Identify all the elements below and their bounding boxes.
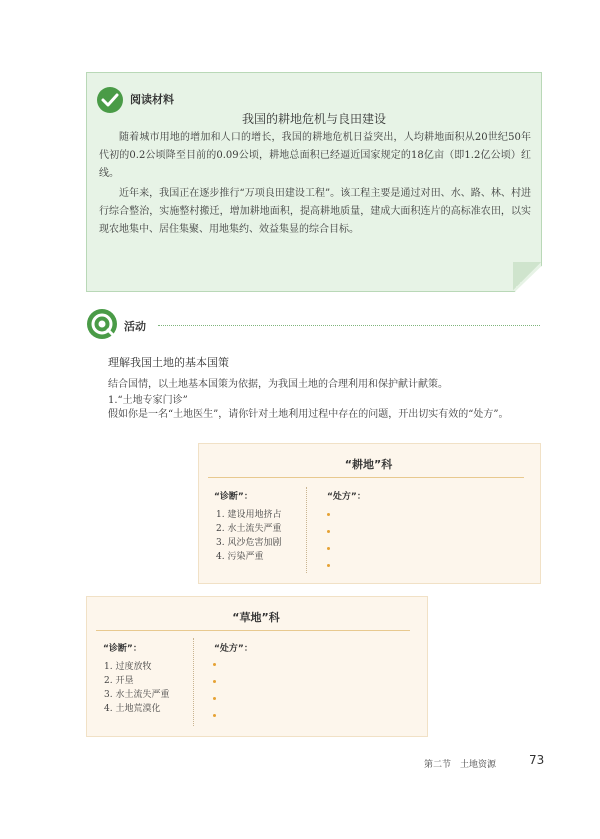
reading-paragraph-2: 近年来，我国正在逐步推行“万项良田建设工程”。该工程主要是通过对田、水、路、林、村进行综合整治，实施整村搬迁，增加耕地面积，提高耕地质量，建成大面积连片的高标准农田，以实现农地集中、居住集聚、用地集约、效益集显的综合目标。 (99, 188, 531, 235)
activity-dotted-rule (158, 325, 540, 326)
reading-paragraph-1: 随着城市用地的增加和人口的增长，我国的耕地危机日益突出，人均耕地面积从20世纪50年代初的0.2公顷降至目前的0.09公顷，耕地总面积已经逼近国家规定的18亿亩（即1.2亿公顷）红线。 (99, 132, 531, 179)
farmland-clinic-rule (208, 477, 524, 478)
grassland-clinic-rule (96, 630, 410, 631)
farmland-diagnosis-item: 4. 污染严重 (216, 552, 264, 562)
grassland-prescription-bullet (213, 680, 216, 683)
policy-title: 理解我国土地的基本国策 (108, 356, 229, 369)
grassland-diagnosis-item: 1. 过度放牧 (104, 662, 152, 672)
activity-intro: 结合国情，以土地基本国策为依据，为我国土地的合理利用和保护献计献策。 (108, 379, 448, 390)
footer-section-title: 第二节 土地资源 (424, 760, 497, 770)
grassland-prescription-bullet (213, 663, 216, 666)
farmland-prescription-label: “处方”： (327, 492, 366, 502)
activity-target-icon (86, 308, 118, 340)
grassland-prescription-label: “处方”： (214, 644, 253, 654)
activity-label: 活动 (124, 320, 146, 333)
farmland-clinic-title: “耕地”科 (344, 458, 393, 471)
item1-text: 假如你是一名“土地医生”，请你针对土地利用过程中存在的问题，开出切实有效的“处方”。 (108, 409, 509, 420)
grassland-diagnosis-label: “诊断”： (103, 644, 142, 654)
grassland-prescription-bullet (213, 714, 216, 717)
farmland-prescription-bullet (327, 513, 330, 516)
farmland-prescription-bullet (327, 564, 330, 567)
grassland-prescription-bullet (213, 697, 216, 700)
farmland-prescription-bullet (327, 547, 330, 550)
farmland-diagnosis-item: 1. 建设用地挤占 (216, 510, 282, 520)
farmland-prescription-bullet (327, 530, 330, 533)
farmland-diagnosis-label: “诊断”： (214, 492, 253, 502)
reading-label: 阅读材料 (130, 93, 174, 106)
page-fold-corner (513, 262, 541, 290)
grassland-diagnosis-item: 3. 水土流失严重 (104, 690, 170, 700)
farmland-diagnosis-item: 2. 水土流失严重 (216, 524, 282, 534)
grassland-column-divider (193, 638, 194, 726)
grassland-diagnosis-item: 4. 土地荒漠化 (104, 704, 161, 714)
farmland-column-divider (306, 487, 307, 573)
page-number: 73 (529, 753, 545, 767)
reading-title: 我国的耕地危机与良田建设 (241, 112, 386, 126)
item1-title: 1.“土地专家门诊” (108, 395, 188, 406)
grassland-clinic-title: “草地”科 (232, 611, 280, 624)
farmland-diagnosis-item: 3. 风沙危害加剧 (216, 538, 282, 548)
grassland-diagnosis-item: 2. 开垦 (104, 676, 134, 686)
